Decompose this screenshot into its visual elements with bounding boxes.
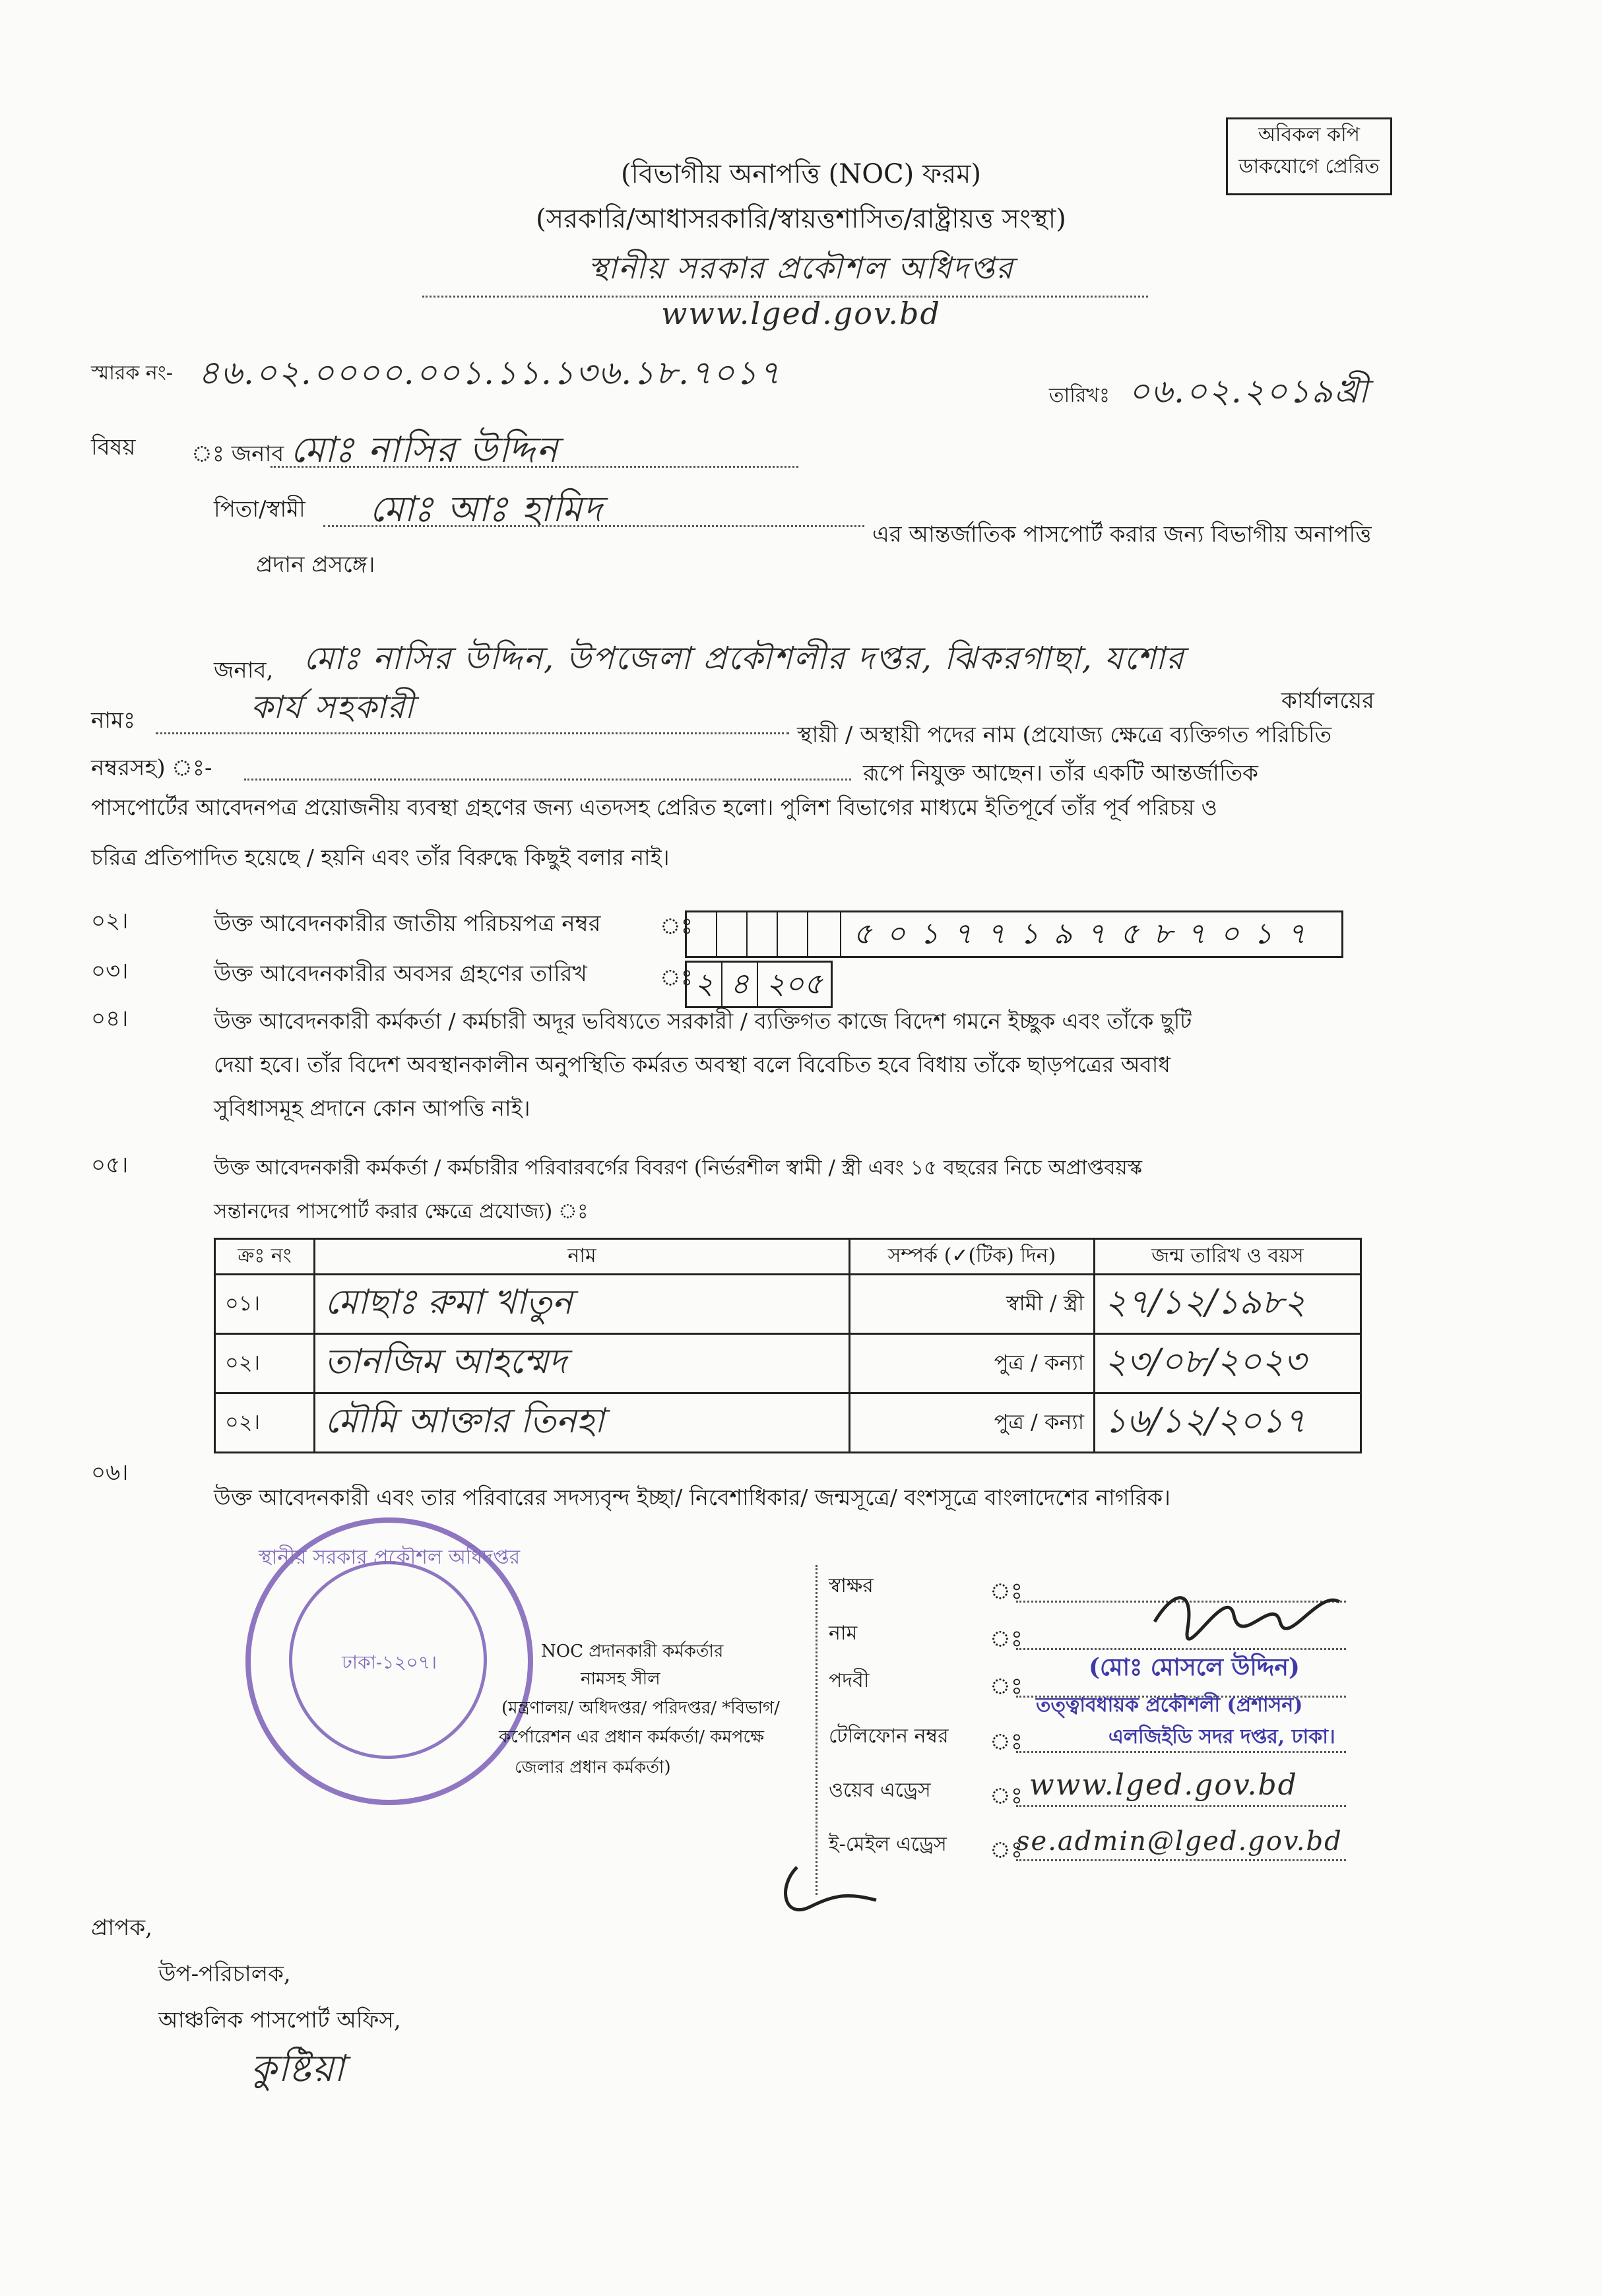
form-subtitle: (সরকারি/আধাসরকারি/স্বায়ত্তশাসিত/রাষ্ট্রায়ত্ত সংস্থা) <box>536 204 1066 234</box>
row-name: মোছাঃ রুমা খাতুন <box>315 1275 850 1334</box>
copy-box-line1: অবিকল কপি <box>1258 123 1361 146</box>
id-suffix: রূপে নিযুক্ত আছেন। তাঁর একটি আন্তর্জাতিক <box>863 760 1258 786</box>
office-suffix: কার্যালয়ের <box>1281 687 1374 714</box>
retire-box: ৪ <box>722 963 758 1006</box>
memo-number: ৪৬.০২.০০০০.০০১.১১.১৩৬.১৮.৭০১৭ <box>198 354 781 392</box>
retire-box: ২০৫ <box>766 967 823 1001</box>
noc-note-line3: (মন্ত্রণালয়/ অধিদপ্তর/ পরিদপ্তর/ *বিভাগ/ <box>501 1698 780 1718</box>
recipient-line2: আঞ্চলিক পাসপোর্ট অফিস, <box>158 2007 401 2033</box>
web-handwritten: www.lged.gov.bd <box>661 296 941 331</box>
item-02-colon: ঃ <box>660 913 693 940</box>
row-serial: ০২। <box>215 1334 315 1393</box>
seal-city: ঢাকা-১২০৭। <box>342 1651 437 1673</box>
id-label: নম্বরসহ) ঃ- <box>91 755 212 781</box>
id-dotted-line <box>244 779 851 781</box>
web-address: www.lged.gov.bd <box>1029 1768 1298 1802</box>
item-03-number: ০৩। <box>91 958 129 984</box>
item-03-label: উক্ত আবেদনকারীর অবসর গ্রহণের তারিখ <box>214 961 587 987</box>
initial-signature-icon <box>771 1854 883 1927</box>
recipient-line3: কুষ্টিয়া <box>251 2047 346 2090</box>
post-name: কার্য সহকারী <box>251 689 415 726</box>
row-relation: স্বামী / স্ত্রী <box>850 1275 1095 1334</box>
sig-label-phone: টেলিফোন নম্বর <box>829 1725 949 1748</box>
row-dob: ২৩/০৮/২০২৩ <box>1095 1334 1361 1393</box>
noc-note-line2: নামসহ সীল <box>581 1669 660 1689</box>
body-para2: চরিত্র প্রতিপাদিত হয়েছে / হয়নি এবং তাঁর বিরুদ্ধে কিছুই বলার নাই। <box>91 845 670 870</box>
row-relation: পুত্র / কন্যা <box>850 1393 1095 1453</box>
sig-colon: ঃ <box>990 1673 1023 1700</box>
table-row <box>215 1275 1361 1334</box>
memo-date: ০৬.০২.২০১৯খ্রী <box>1128 372 1370 410</box>
copy-box-line2: ডাকযোগে প্রেরিত <box>1238 155 1380 178</box>
header-relation: সম্পর্ক (✓(টিক) দিন) <box>850 1239 1095 1275</box>
header-dob: জন্ম তারিখ ও বয়স <box>1095 1239 1361 1275</box>
item-06-number: ০৬। <box>91 1459 129 1486</box>
row-dob: ২৭/১২/১৯৮২ <box>1095 1275 1361 1334</box>
sig-label-designation: পদবী <box>829 1669 870 1692</box>
sig-colon: ঃ <box>990 1729 1023 1755</box>
stamp-designation: তত্ত্বাবধায়ক প্রকৌশলী (প্রশাসন) <box>1036 1694 1303 1717</box>
item-04-line2: দেয়া হবে। তাঁর বিদেশ অবস্থানকালীন অনুপস্থিতি কর্মরত অবস্থা বলে বিবেচিত হবে বিধায় তাঁকে ছাড়পত্রের অবাধ <box>214 1052 1170 1077</box>
item-02-label: উক্ত আবেদনকারীর জাতীয় পরিচয়পত্র নম্বর <box>214 910 601 937</box>
post-label: নামঃ <box>91 707 136 734</box>
subject-line2: প্রদান প্রসঙ্গে। <box>256 552 375 578</box>
office-seal-stamp <box>245 1517 533 1805</box>
sig-label-name: নাম <box>829 1622 858 1645</box>
family-table-header <box>215 1239 1361 1275</box>
table-row <box>215 1334 1361 1393</box>
header-serial: ক্রঃ নং <box>215 1239 315 1275</box>
retire-box: ২ <box>687 963 722 1006</box>
sig-colon: ঃ <box>990 1626 1023 1652</box>
retire-date-boxes <box>685 961 833 1008</box>
row-name: মৌমি আক্তার তিনহা <box>315 1393 850 1453</box>
item-05-line1: উক্ত আবেদনকারী কর্মকর্তা / কর্মচারীর পরিবারবর্গের বিবরণ (নির্ভরশীল স্বামী / স্ত্রী এবং ১৫ বছরের নিচে অপ্রাপ্তবয়স্ক <box>214 1156 1143 1180</box>
item-05-line2: সন্তানদের পাসপোর্ট করার ক্ষেত্রে প্রযোজ্য) ঃ <box>214 1199 589 1223</box>
stamp-officer-name: (মোঃ মোসলে উদ্দিন) <box>1089 1653 1300 1681</box>
memo-label: স্মারক নং- <box>91 362 173 385</box>
family-table <box>214 1238 1362 1453</box>
sig-label-email: ই-মেইল এড্রেস <box>829 1833 947 1856</box>
applicant-office: মোঃ নাসির উদ্দিন, উপজেলা প্রকৌশলীর দপ্তর, ঝিকরগাছা, যশোর <box>304 640 1185 677</box>
body-para1: পাসপোর্টের আবেদনপত্র প্রয়োজনীয় ব্যবস্থা গ্রহণের জন্য এতদসহ প্রেরিত হলো। পুলিশ বিভাগের মাধ্যমে ইতিপূর্বে তাঁর পূর্ব পরিচয় ও <box>91 794 1217 820</box>
form-title: (বিভাগীয় অনাপত্তি (NOC) ফরম) <box>620 159 982 189</box>
signature-divider <box>816 1565 817 1895</box>
row-serial: ০১। <box>215 1275 315 1334</box>
nid-boxes <box>685 910 1343 958</box>
item-04-line1: উক্ত আবেদনকারী কর্মকর্তা / কর্মচারী অদূর ভবিষ্যতে সরকারী / ব্যক্তিগত কাজে বিদেশ গমনে ইচ্ছুক এবং তাঁকে ছুটি <box>214 1008 1192 1034</box>
row-name: তানজিম আহম্মেদ <box>315 1334 850 1393</box>
row-relation: পুত্র / কন্যা <box>850 1334 1095 1393</box>
father-label: পিতা/স্বামী <box>214 496 305 523</box>
noc-note-line4: কর্পোরেশন এর প্রধান কর্মকর্তা/ কমপক্ষে <box>499 1727 765 1747</box>
item-04-line3: সুবিধাসমূহ প্রদানে কোন আপত্তি নাই। <box>214 1095 530 1121</box>
item-04-number: ০৪। <box>91 1005 129 1032</box>
subject-line-text: এর আন্তর্জাতিক পাসপোর্ট করার জন্য বিভাগীয় অনাপত্তি <box>872 521 1372 548</box>
row-serial: ০২। <box>215 1393 315 1453</box>
subject-mr-label: ঃ জনাব <box>191 441 284 467</box>
email-address: se.admin@lged.gov.bd <box>1016 1826 1343 1857</box>
nid-value: ৫০১৭৭১৯৭৫৮৭০১৭ <box>853 917 1321 951</box>
sig-label-signature: স্বাক্ষর <box>829 1574 874 1597</box>
nid-empty-box <box>808 912 841 956</box>
sig-colon: ঃ <box>990 1837 1023 1863</box>
row-dob: ১৬/১২/২০১৭ <box>1095 1393 1361 1453</box>
item-02-number: ০২। <box>91 908 129 934</box>
email-dotted-line <box>1016 1859 1346 1861</box>
noc-note-line1: NOC প্রদানকারী কর্মকর্তার <box>541 1642 724 1661</box>
noc-note-line5: জেলার প্রধান কর্মকর্তা) <box>515 1758 671 1777</box>
nid-empty-box <box>778 912 808 956</box>
nid-empty-box <box>687 912 717 956</box>
header-name: নাম <box>315 1239 850 1275</box>
sig-colon: ঃ <box>990 1783 1023 1809</box>
stamp-office: এলজিইডি সদর দপ্তর, ঢাকা। <box>1108 1725 1335 1748</box>
recipient-line1: উপ-পরিচালক, <box>158 1961 291 1987</box>
sig-colon: ঃ <box>990 1578 1023 1605</box>
org-name-handwritten: স্থানীয় সরকার প্রকৌশল অধিদপ্তর <box>588 250 1014 286</box>
body-mr: জনাব, <box>214 657 274 684</box>
nid-empty-box <box>748 912 778 956</box>
father-name: মোঃ আঃ হামিদ <box>369 488 604 530</box>
item-06-text: উক্ত আবেদনকারী এবং তার পরিবারের সদস্যবৃন্দ ইচ্ছা/ নিবেশাধিকার/ জন্মসূত্রে/ বংশসূত্রে বাংলাদেশের নাগরিক। <box>214 1484 1170 1510</box>
nid-empty-box <box>717 912 748 956</box>
post-suffix: স্থায়ী / অস্থায়ী পদের নাম (প্রযোজ্য ক্ষেত্রে ব্যক্তিগত পরিচিতি <box>797 722 1332 748</box>
web-dotted-line <box>1016 1805 1346 1807</box>
subject-label: বিষয় <box>91 434 136 461</box>
seal-text: স্থানীয় সরকার প্রকৌশল অধিদপ্তর <box>258 1546 521 1569</box>
sig-label-web: ওয়েব এড্রেস <box>829 1779 931 1802</box>
officer-signature-icon <box>1148 1576 1346 1648</box>
date-label: তারিখঃ <box>1049 384 1110 407</box>
item-05-number: ০৫। <box>91 1152 129 1178</box>
item-03-colon: ঃ <box>660 965 693 991</box>
table-row <box>215 1393 1361 1453</box>
recipient-label: প্রাপক, <box>91 1915 152 1941</box>
subject-name: মোঃ নাসির উদ্দিন <box>290 429 560 470</box>
